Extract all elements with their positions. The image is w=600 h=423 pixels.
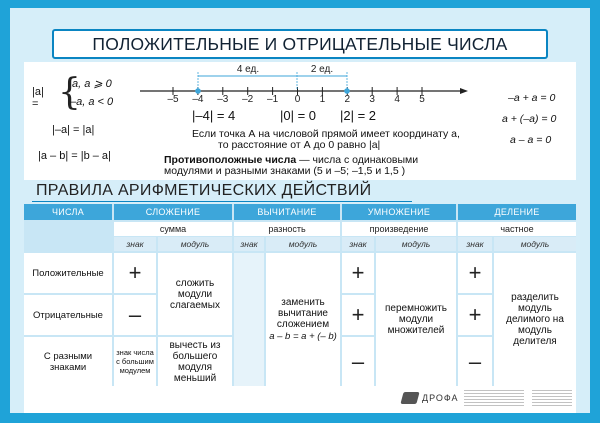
identity-1: –a + a = 0 [508,92,556,104]
opposite-numbers-text-2: модулями и разными знаками (5 и –5; –1,5 и 1,5 ) [164,165,406,177]
row-label-mixed: С разными знаками [24,337,112,386]
header-subtraction: ВЫЧИТАНИЕ [234,204,340,220]
identity-2: a + (–a) = 0 [502,113,557,125]
label-2-units: 2 ед. [310,64,334,75]
top-panel [24,62,576,180]
equation-abs-0: |0| = 0 [280,108,317,123]
fine-print-copyright [532,390,572,408]
rules-section-header [24,180,576,204]
coordinate-text-1: Если точка А на числовой прямой имеет координату a, [192,128,460,140]
modulus-property-1: |–a| = |a| [52,124,95,136]
equation-abs-2: |2| = 2 [340,108,377,123]
tick-label: 4 [394,94,400,102]
modulus-lhs: |a| = [32,86,44,110]
header-numbers: ЧИСЛА [24,204,112,220]
header-multiplication: УМНОЖЕНИЕ [342,204,456,220]
col-module-sub: модуль [266,237,340,251]
row-label-positive: Положительные [24,253,112,293]
add-same-sign-rule: сложить модули слагаемых [158,253,232,335]
point-2 [344,88,350,94]
rules-table [24,204,576,386]
tick-label: –3 [217,94,229,102]
modulus-definition-panel [24,62,132,180]
header-addition: СЛОЖЕНИЕ [114,204,232,220]
label-4-units: 4 ед. [236,64,260,75]
tick-label: 3 [369,94,375,102]
rules-title: ПРАВИЛА АРИФМЕТИЧЕСКИХ ДЕЙСТВИЙ [36,182,372,199]
opposite-numbers-term: Противоположные числа [164,154,297,166]
page-title: ПОЛОЖИТЕЛЬНЫЕ И ОТРИЦАТЕЛЬНЫЕ ЧИСЛА [92,33,508,54]
div-rule: разделить модуль делимого на модуль делителя [494,253,576,386]
identity-3: a – a = 0 [510,134,552,146]
tick-label: –2 [242,94,254,102]
fine-print-credits [464,390,524,408]
tick-label: –1 [267,94,279,102]
tick-label: 5 [419,94,425,102]
tick-label: 2 [344,94,351,102]
rules-underline [32,201,412,202]
subheader-quotient: частное [458,222,576,236]
mul-sign-mixed: – [342,337,374,386]
sub-sign-column [234,253,264,386]
number-line [132,62,488,102]
col-sign-sub: знак [234,237,264,251]
sub-rule-cell [266,253,340,386]
header-division: ДЕЛЕНИЕ [458,204,576,220]
subheader-product: произведение [342,222,456,236]
col-module-mul: модуль [376,237,456,251]
col-sign-mul: знак [342,237,374,251]
subheader-sum: сумма [114,222,232,236]
sub-formula: a – b = a + (– b) [269,331,337,342]
add-mixed-module-rule: вычесть из большего модуля меньший [158,337,232,386]
bird-logo-icon [400,392,419,404]
add-sign-negative: – [114,295,156,335]
point-minus-4 [195,88,201,94]
add-mixed-sign-rule: знак числа с большим модулем [114,337,156,386]
number-line-panel [132,62,488,180]
div-sign-negative: + [458,295,492,335]
footer [24,386,576,413]
row-label-negative: Отрицательные [24,295,112,335]
title-bar [52,29,548,59]
div-sign-positive: + [458,253,492,293]
col-sign-add: знак [114,237,156,251]
brace-icon: { [58,72,81,113]
add-sign-positive: + [114,253,156,293]
opposite-numbers-definition: — числа с одинаковыми [296,154,419,166]
number-line-arrow [460,88,468,94]
tick-label: –4 [192,94,204,102]
opposite-identities-panel [488,62,576,180]
col-module-div: модуль [494,237,576,251]
mul-sign-negative: + [342,295,374,335]
col-module-add: модуль [158,237,232,251]
sub-rule-text: заменить вычитание сложением [276,297,330,330]
modulus-case-2: –a, a < 0 [70,96,114,108]
modulus-property-2: |a – b| = |b – a| [38,150,111,162]
tick-label: –5 [167,94,179,102]
subheader-difference: разность [234,222,340,236]
mul-rule: перемножить модули множителей [376,253,456,386]
modulus-case-1: a, a ⩾ 0 [72,78,112,90]
tick-label: 1 [319,94,326,102]
tick-label: 0 [294,94,301,102]
publisher-name: ДРОФА [422,393,459,403]
mul-sign-positive: + [342,253,374,293]
div-sign-mixed: – [458,337,492,386]
publisher-logo [402,392,459,404]
coordinate-text-2: то расстояние от А до 0 равно |a| [218,139,381,151]
col-sign-div: знак [458,237,492,251]
equation-abs-minus-4: |–4| = 4 [192,108,236,123]
